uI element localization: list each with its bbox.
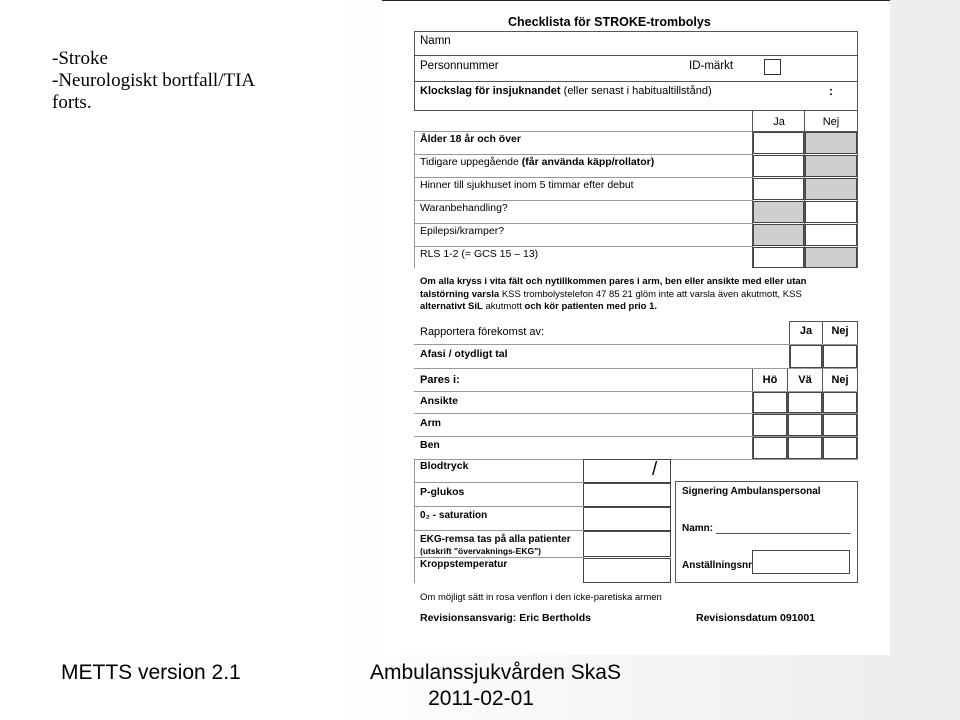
criteria-ja-header: Ja	[773, 116, 785, 128]
criteria-5-nej[interactable]	[805, 224, 857, 246]
slide-title	[52, 48, 255, 114]
criteria-row-1: Ålder 18 år och över	[420, 133, 521, 145]
criteria-row-5: Epilepsi/kramper?	[420, 225, 505, 237]
criteria-row-4: Waranbehandling?	[420, 202, 508, 214]
criteria-row-6: RLS 1-2 (= GCS 15 – 13)	[420, 248, 539, 260]
report-nej-header: Nej	[831, 325, 849, 337]
pares-ansikte-nej[interactable]	[823, 392, 857, 413]
vitals-temp-label: Kroppstemperatur	[420, 559, 508, 570]
slide-title-line-2: -Neurologiskt bortfall/TIA	[52, 70, 256, 91]
pares-arm-nej[interactable]	[823, 414, 857, 436]
criteria-4-ja[interactable]	[753, 201, 804, 223]
signature-anstallning-label: Anställningsnr	[682, 560, 753, 571]
afasi-ja[interactable]	[790, 345, 822, 368]
criteria-1-nej[interactable]	[805, 132, 857, 154]
criteria-nej-header: Nej	[822, 116, 840, 128]
pares-ben-ho[interactable]	[753, 437, 787, 459]
pares-ben-nej[interactable]	[823, 437, 857, 459]
stroke-checklist-form	[382, 0, 890, 655]
o2-field[interactable]	[583, 507, 671, 531]
anstallningsnr-field[interactable]	[752, 550, 850, 574]
slide-title-line-3: forts.	[52, 92, 92, 113]
revision-datum: Revisionsdatum 091001	[696, 612, 816, 624]
pares-nej-header: Nej	[831, 374, 849, 386]
pares-ansikte-va[interactable]	[788, 392, 822, 413]
criteria-6-ja[interactable]	[753, 247, 804, 268]
pares-arm-ho[interactable]	[753, 414, 787, 436]
footer-organization-name: Ambulanssjukvården SkaS	[370, 661, 621, 684]
vitals-blodtryck-label: Blodtryck	[420, 460, 469, 472]
criteria-4-nej[interactable]	[805, 201, 857, 223]
criteria-1-ja[interactable]	[753, 132, 804, 154]
criteria-row-3: Hinner till sjukhuset inom 5 timmar efter debut	[420, 179, 634, 191]
criteria-row-2: Tidigare uppegående (får använda käpp/rollator)	[420, 156, 655, 168]
form-title: Checklista för STROKE-trombolys	[508, 15, 711, 29]
vitals-o2-label: 0₂ - saturation	[420, 510, 488, 521]
instruction-text: Om alla kryss i vita fält och nytillkommen pares i arm, ben eller ansikte med eller utan talstörning varsla KSS trombolystelefon 47 85 21 glöm inte att varsla även akutmott, KSS alternativt SiL akutmott och kör patienten med prio 1.	[420, 276, 807, 312]
field-id-markt-label: ID-märkt	[689, 60, 734, 72]
id-markt-checkbox[interactable]	[764, 59, 781, 75]
pares-ansikte-ho[interactable]	[753, 392, 787, 413]
signature-namn-label: Namn:	[682, 523, 714, 534]
ekg-field[interactable]	[583, 531, 671, 557]
criteria-2-nej[interactable]	[805, 155, 857, 177]
pares-row-ansikte: Ansikte	[420, 395, 458, 407]
report-ja-header: Ja	[799, 325, 813, 337]
temp-field[interactable]	[583, 558, 671, 583]
revision-ansvarig: Revisionsansvarig: Eric Bertholds	[420, 612, 591, 624]
pares-heading: Pares i:	[420, 374, 460, 386]
criteria-3-ja[interactable]	[753, 178, 804, 200]
footer-version: METTS version 2.1	[61, 661, 241, 684]
criteria-5-ja[interactable]	[753, 224, 804, 246]
vitals-pglukos-label: P-glukos	[420, 486, 465, 498]
vitals-ekg-label: EKG-remsa tas på alla patienter	[420, 534, 571, 545]
slide-title-line-1: -Stroke	[52, 48, 108, 69]
pares-ho-header: Hö	[762, 374, 778, 386]
criteria-2-ja[interactable]	[753, 155, 804, 177]
afasi-nej[interactable]	[823, 345, 857, 368]
pglukos-field[interactable]	[583, 483, 671, 507]
signature-heading: Signering Ambulanspersonal	[682, 486, 821, 497]
venflon-note: Om möjligt sätt in rosa venflon i den icke-paretiska armen	[420, 592, 662, 603]
footer-organization	[370, 660, 621, 712]
report-heading: Rapportera förekomst av:	[420, 326, 545, 338]
field-personnummer-label: Personnummer	[420, 60, 499, 72]
footer-date: 2011-02-01	[428, 687, 534, 710]
field-namn-label: Namn	[420, 35, 451, 47]
pares-va-header: Vä	[798, 374, 812, 386]
vitals-ekg-sub: (utskrift "övervaknings-EKG")	[420, 546, 541, 556]
blodtryck-slash: /	[652, 459, 658, 480]
afasi-label: Afasi / otydligt tal	[420, 348, 508, 360]
field-klockslag-colon: :	[829, 84, 833, 98]
blodtryck-field[interactable]	[583, 459, 671, 483]
pares-row-ben: Ben	[420, 439, 440, 451]
field-klockslag-label: Klockslag för insjuknandet (eller senast i habitualtillstånd)	[420, 85, 712, 97]
pares-arm-va[interactable]	[788, 414, 822, 436]
criteria-3-nej[interactable]	[805, 178, 857, 200]
pares-ben-va[interactable]	[788, 437, 822, 459]
pares-row-arm: Arm	[420, 417, 442, 429]
criteria-6-nej[interactable]	[805, 247, 857, 268]
signature-namn-line[interactable]	[716, 533, 851, 534]
